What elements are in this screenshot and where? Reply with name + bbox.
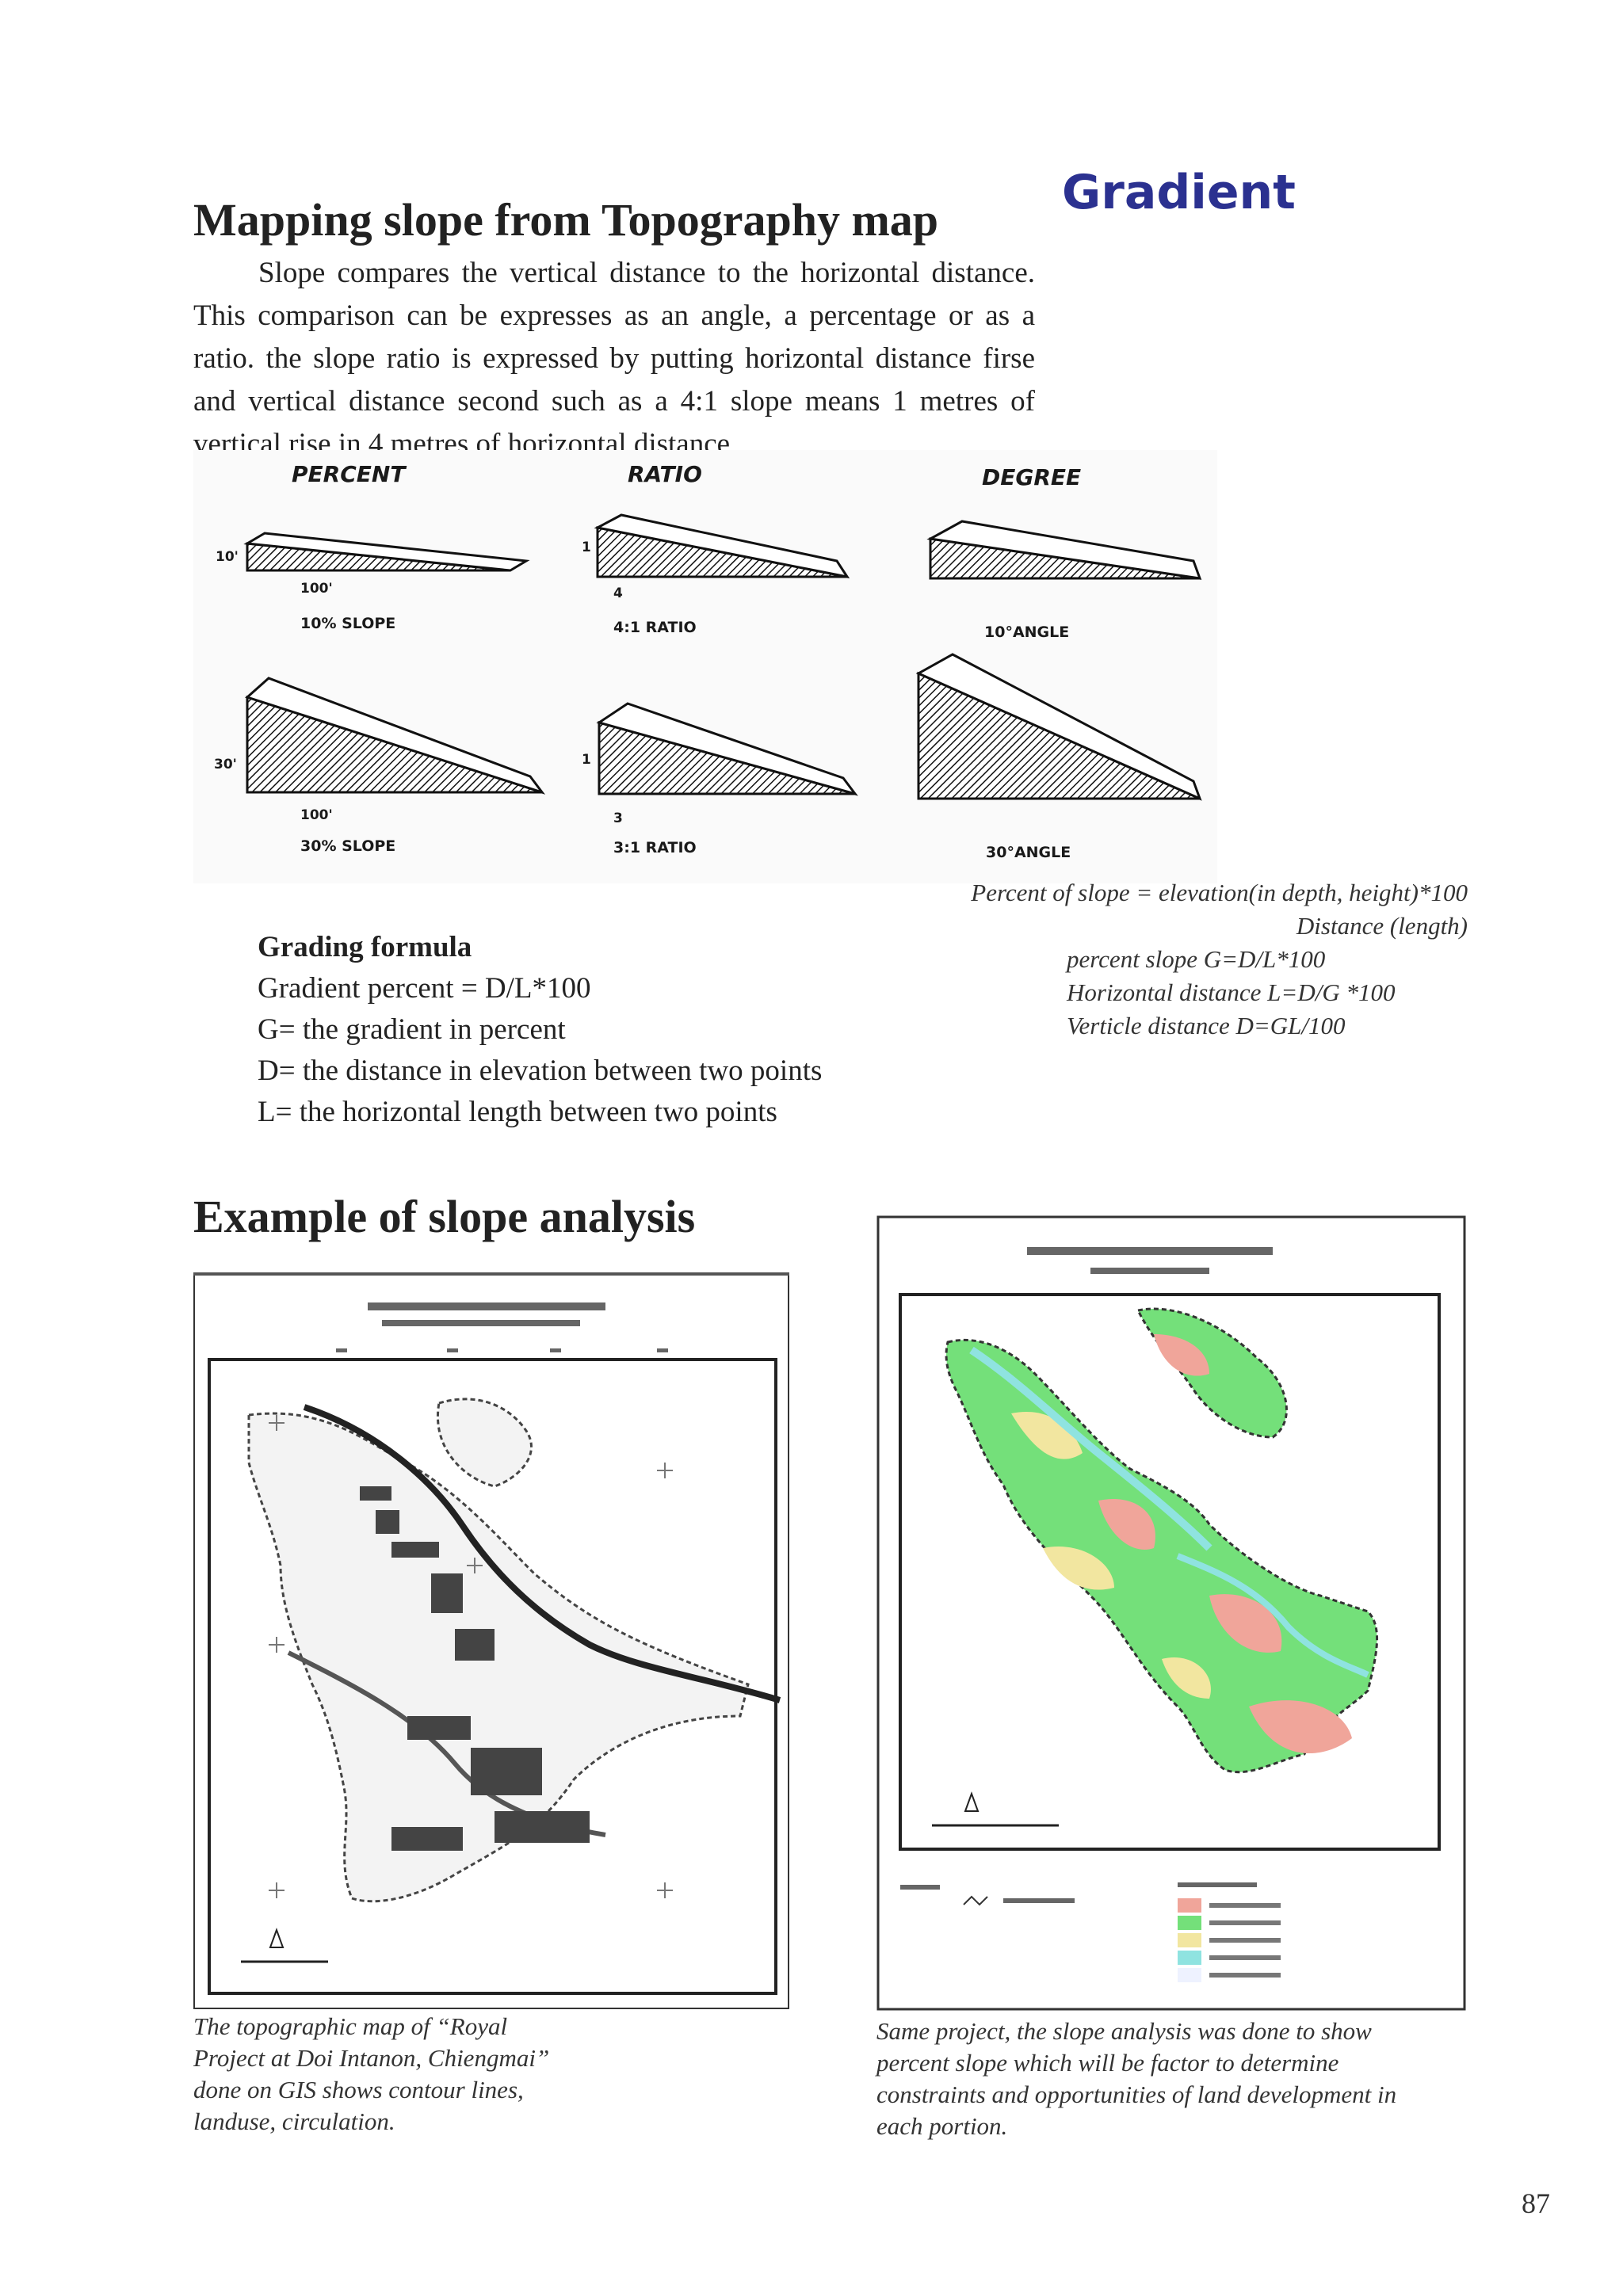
grading-title: Grading formula <box>258 931 472 963</box>
percent-10-rise: 10' <box>216 549 239 565</box>
caption-line: Project at Doi Intanon, Chiengmai” <box>193 2044 550 2072</box>
page-number: 87 <box>1522 2187 1550 2219</box>
degree-10-label: 10°ANGLE <box>984 624 1070 641</box>
caption-line: landuse, circulation. <box>193 2107 395 2135</box>
percent-10-run: 100' <box>300 581 333 597</box>
caption-line: Same project, the slope analysis was done to show <box>876 2017 1372 2045</box>
percent-10-label: 10% SLOPE <box>300 615 396 632</box>
grading-line: G= the gradient in percent <box>258 1013 566 1046</box>
col-percent: PERCENT <box>292 461 406 487</box>
slope-diagram <box>193 450 1217 883</box>
ratio-3-wedge <box>599 704 855 794</box>
grading-line: Gradient percent = D/L*100 <box>258 972 591 1005</box>
percent-30-wedge <box>247 678 542 792</box>
grading-line: D= the distance in elevation between two points <box>258 1055 823 1087</box>
ratio-4-run: 4 <box>613 585 623 601</box>
intro-text: Slope compares the vertical distance to the horizontal distance. This comparison can be expresses as an angle, a percentage or as a ratio. the slope ratio is expressed by putting horizontal distance firse and vertical distance second such as a 4:1 slope means 1 metres of vertical rise in 4 metres of horizontal distance <box>193 257 1035 460</box>
page-title: Mapping slope from Topography map <box>193 194 939 246</box>
ratio-3-run: 3 <box>613 810 623 826</box>
degree-30-wedge <box>918 654 1200 799</box>
ratio-3-rise: 1 <box>582 752 591 768</box>
ratio-4-label: 4:1 RATIO <box>613 619 697 636</box>
gradient-heading: Gradient <box>1062 165 1296 220</box>
caption-line: The topographic map of “Royal <box>193 2012 508 2040</box>
degree-10-wedge <box>930 521 1200 578</box>
degree-30-label: 30°ANGLE <box>986 844 1071 861</box>
caption-line: each portion. <box>876 2112 1008 2140</box>
percent-30-label: 30% SLOPE <box>300 837 396 855</box>
ratio-4-rise: 1 <box>582 540 591 555</box>
left-caption <box>193 2011 549 2138</box>
example-title: Example of slope analysis <box>193 1191 696 1242</box>
caption-line: done on GIS shows contour lines, <box>193 2076 524 2103</box>
grading-formula <box>258 927 822 1133</box>
formula-line-4: Horizontal distance L=D/G *100 <box>1067 978 1396 1006</box>
caption-line: constraints and opportunities of land development in <box>876 2081 1397 2108</box>
percent-10-wedge <box>247 533 526 570</box>
col-degree: DEGREE <box>982 464 1082 490</box>
topographic-map <box>193 1272 789 2009</box>
right-caption <box>876 2016 1396 2142</box>
formula-line-5: Verticle distance D=GL/100 <box>1067 1012 1346 1039</box>
slope-analysis-map <box>876 1215 1466 2011</box>
intro-paragraph <box>193 252 1035 466</box>
formula-line-1: Percent of slope = elevation(in depth, height)*100 <box>971 879 1468 906</box>
ratio-4-wedge <box>598 515 847 577</box>
grading-line: L= the horizontal length between two points <box>258 1096 777 1128</box>
caption-line: percent slope which will be factor to determine <box>876 2049 1339 2077</box>
percent-30-run: 100' <box>300 807 333 823</box>
col-ratio: RATIO <box>628 461 702 487</box>
percent-30-rise: 30' <box>214 757 237 772</box>
formula-line-2: Distance (length) <box>1296 912 1468 940</box>
formula-line-3: percent slope G=D/L*100 <box>1067 945 1326 973</box>
ratio-3-label: 3:1 RATIO <box>613 839 697 856</box>
